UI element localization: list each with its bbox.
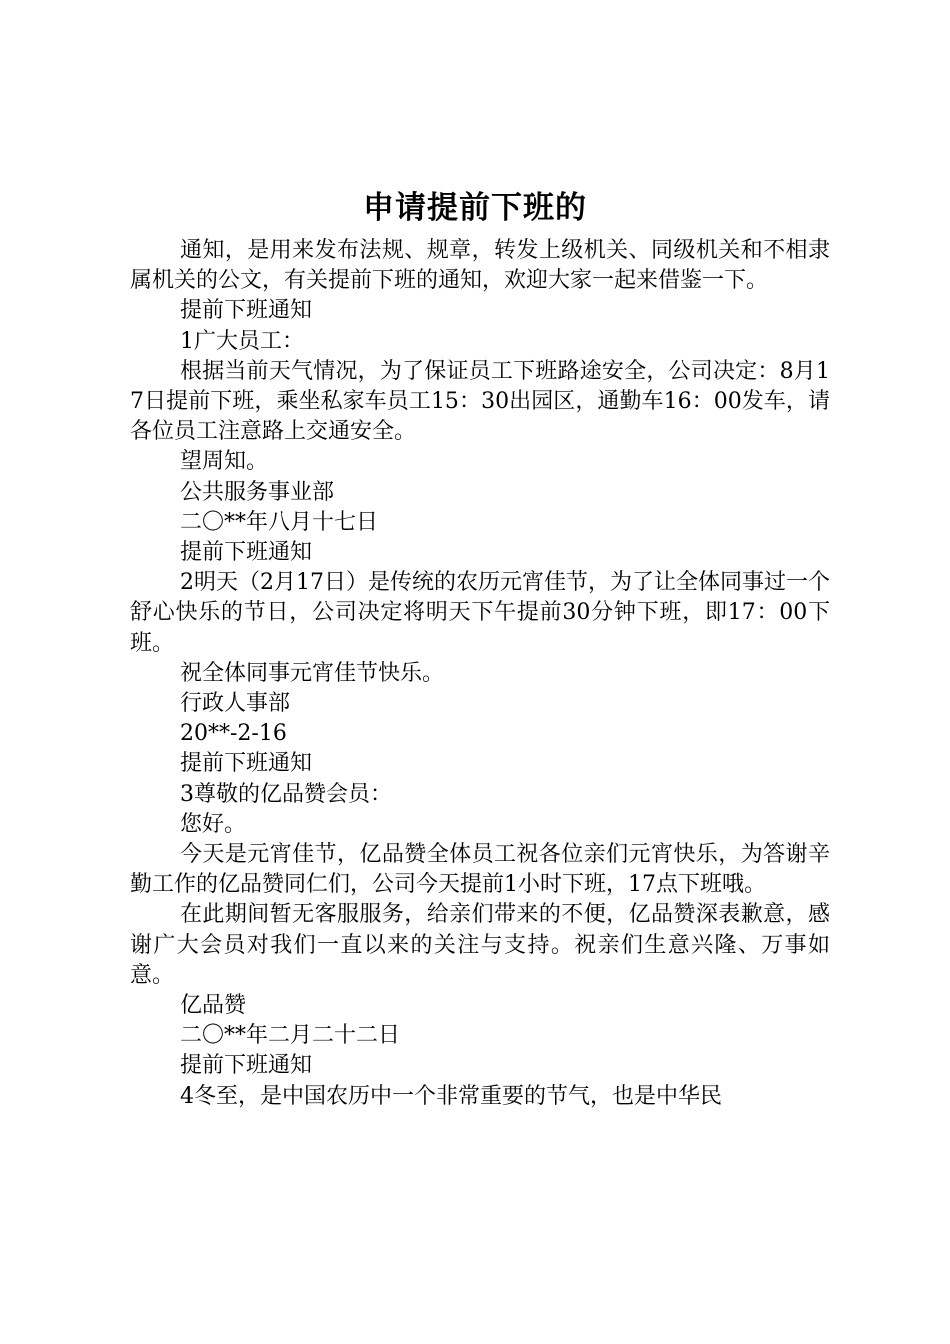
notice-1-salutation: 1广大员工： bbox=[180, 328, 304, 354]
notice-heading-3: 提前下班通知 bbox=[180, 751, 313, 777]
notice-1-date: 二〇**年八月十七日 bbox=[180, 509, 379, 535]
paragraph-intro: 通知，是用来发布法规、规章，转发上级机关、同级机关和不相隶属机关的公文，有关提前下班的通知，欢迎大家一起来借鉴一下。 bbox=[130, 238, 830, 294]
notice-2-body: 2明天（2月17日）是传统的农历元宵佳节，为了让全体同事过一个舒心快乐的节日，公司决定将明天下午提前30分钟下班，即17：00下班。 bbox=[130, 570, 830, 656]
notice-heading-1: 提前下班通知 bbox=[180, 298, 313, 324]
notice-2-department: 行政人事部 bbox=[180, 691, 291, 717]
notice-heading-4: 提前下班通知 bbox=[180, 1053, 313, 1079]
notice-2-wishes: 祝全体同事元宵佳节快乐。 bbox=[180, 660, 445, 686]
notice-4-body: 4冬至，是中国农历中一个非常重要的节气，也是中华民 bbox=[180, 1083, 722, 1109]
document-body bbox=[130, 236, 830, 1112]
notice-1-closing: 望周知。 bbox=[180, 449, 269, 475]
notice-3-signature: 亿品赞 bbox=[180, 993, 247, 1019]
notice-3-salutation: 3尊敬的亿品赞会员： bbox=[180, 781, 392, 807]
notice-3-greeting: 您好。 bbox=[180, 811, 247, 837]
notice-heading-2: 提前下班通知 bbox=[180, 540, 313, 566]
notice-1-body: 根据当前天气情况，为了保证员工下班路途安全，公司决定：8月17日提前下班，乘坐私家车员工15：30出园区，通勤车16：00发车，请各位员工注意路上交通安全。 bbox=[130, 358, 830, 445]
notice-3-body: 今天是元宵佳节，亿品赞全体员工祝各位亲们元宵快乐，为答谢辛勤工作的亿品赞同仁们，公司今天提前1小时下班，17点下班哦。 bbox=[130, 842, 830, 898]
notice-1-department: 公共服务事业部 bbox=[180, 479, 335, 505]
notice-3-apology: 在此期间暂无客服服务，给亲们带来的不便，亿品赞深表歉意，感谢广大会员对我们一直以来的关注与支持。祝亲们生意兴隆、万事如意。 bbox=[130, 902, 830, 988]
document-title: 申请提前下班的 bbox=[363, 190, 587, 226]
notice-3-date: 二〇**年二月二十二日 bbox=[180, 1023, 401, 1049]
notice-2-date: 20**-2-16 bbox=[180, 721, 287, 747]
